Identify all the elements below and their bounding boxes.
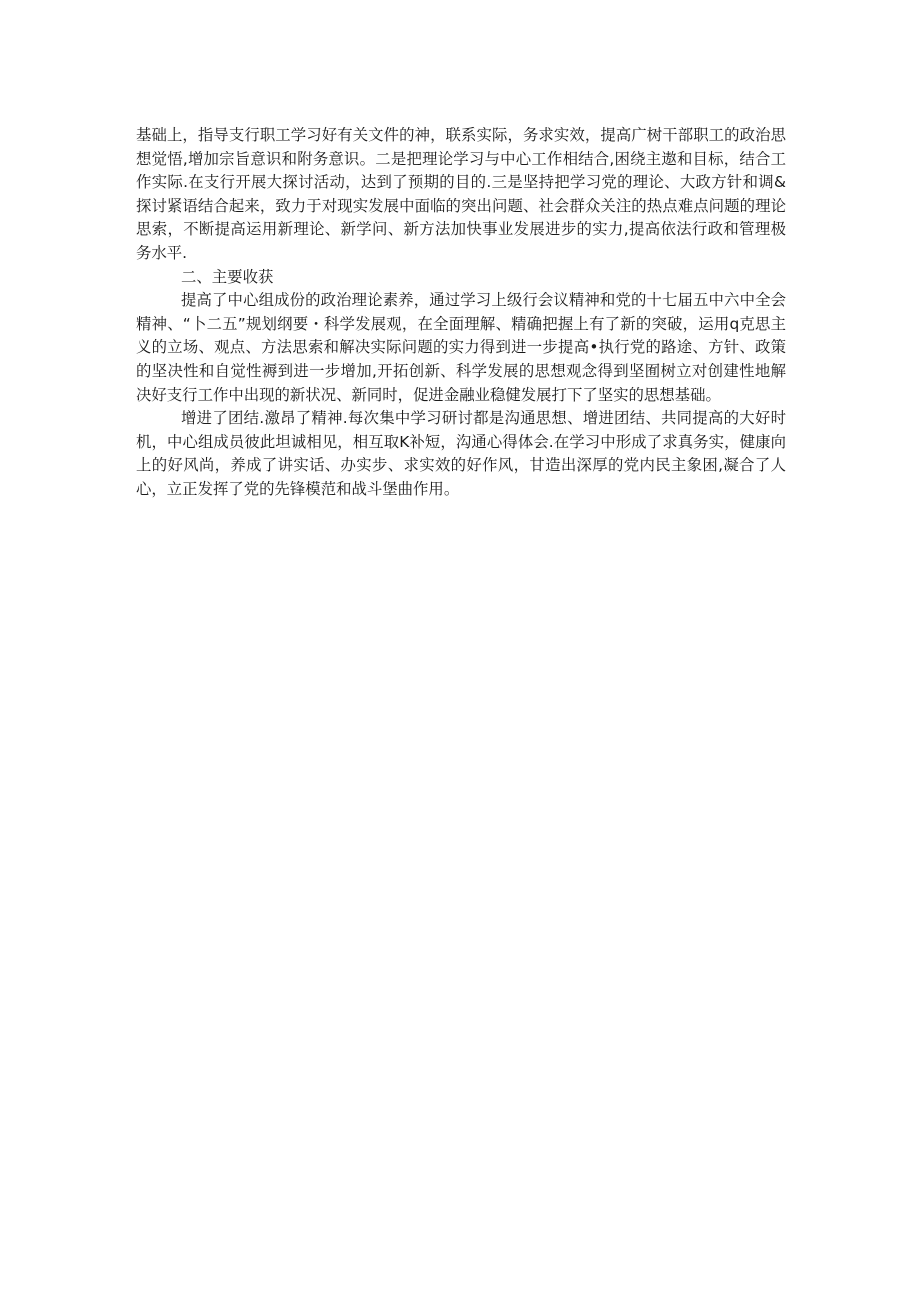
section-heading: 二、主要收获 (181, 267, 274, 286)
body-paragraph-3: 增进了团结.激昂了精神.每次集中学习研讨都是沟通思想、增进团结、共同提高的大好时机，中心组成员彼此坦诚相见，相互取K补短，沟通心得体会.在学习中形成了求真务实，健康向上的好风尚，养成了讲实话、办实步、求实效的好作风，甘造出深厚的党内民主象困,凝合了人心，立正发挥了党的先锋模范和战斗堡曲作用。 (136, 409, 786, 498)
body-paragraph-2: 提高了中心组成份的政治理论素养，通过学习上级行会议精神和党的十七届五中六中全会精神、“卜二五”规划纲要・科学发展观，在全面理解、精确把握上有了新的突破，运用q克思主义的立场、观点、方法思索和解决实际问题的实力得到进一步提高•执行党的路途、方针、政策的坚决性和自觉性褥到进一步增加,开拓创新、科学发展的思想观念得到坚囿树立对创建性地解决好支行工作中出现的新状况、新同时，促进金融业稳健发展打下了坚实的思想基础。 (136, 291, 786, 404)
document-page (136, 124, 786, 502)
body-paragraph-1: 基础上，指导支行职工学习好有关文件的神，联系实际，务求实效，提高广树干部职工的政治思想觉悟,增加宗旨意识和附务意识。二是把理论学习与中心工作相结合,困绕主遨和目标，结合工作实际.在支行开展大探讨活动，达到了预期的目的.三是坚持把学习党的理论、大政方针和调&探讨紧语结合起来，致力于对现实发展中面临的突出问题、社会群众关注的热点难点问题的理论思索，不断提高运用新理论、新学问、新方法加快事业发展进步的实力,提高依法行政和管理极务水平. (136, 126, 786, 262)
